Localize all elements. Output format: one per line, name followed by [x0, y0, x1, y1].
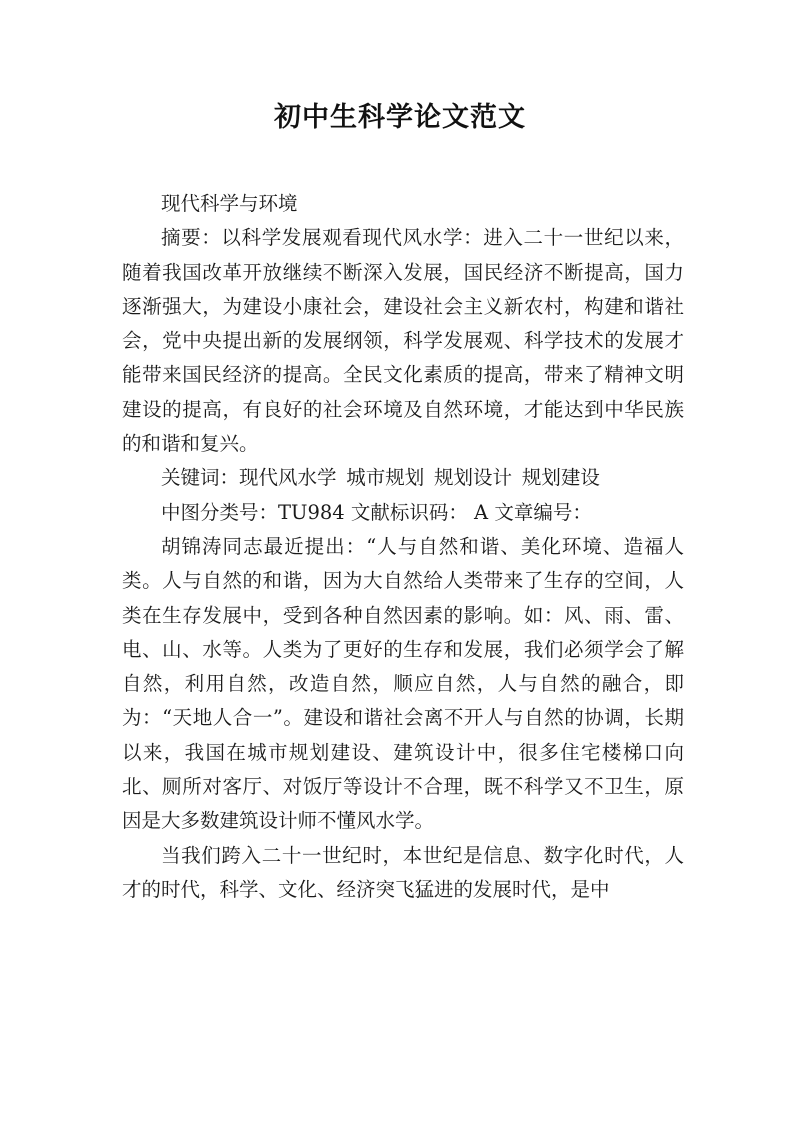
section-subtitle: 现代科学与环境 — [161, 192, 298, 215]
keywords-line — [122, 461, 684, 495]
document-body — [122, 187, 684, 907]
keyword-item: 城市规划 — [346, 466, 425, 490]
body-paragraph: 当我们跨入二十一世纪时，本世纪是信息、数字化时代，人才的时代，科学、文化、经济突飞猛进的发展时代，是中 — [122, 843, 684, 901]
keyword-item: 规划建设 — [521, 466, 600, 490]
abstract-paragraph: 摘要：以科学发展观看现代风水学：进入二十一世纪以来，随着我国改革开放继续不断深入发展，国民经济不断提高，国力逐渐强大，为建设小康社会，建设社会主义新农村，构建和谐社会，党中央提出新的发展纲领，科学发展观、科学技术的发展才能带来国民经济的提高。全民文化素质的提高，带来了精神文明建设的提高，有良好的社会环境及自然环境，才能达到中华民族的和谐和复兴。 — [122, 226, 684, 456]
keywords-label: 关键词： — [161, 466, 240, 490]
classification-line: 中图分类号：TU984 文献标识码： A 文章编号： — [161, 500, 592, 524]
document-title: 初中生科学论文范文 — [274, 102, 526, 133]
body-paragraph: 胡锦涛同志最近提出：“人与自然和谐、美化环境、造福人类。人与自然的和谐，因为大自然给人类带来了生存的空间，人类在生存发展中，受到各种自然因素的影响。如：风、雨、雷、电、山、水等。人类为了更好的生存和发展，我们必须学会了解自然，利用自然，改造自然，顺应自然，人与自然的融合，即为：“天地人合一”。建设和谐社会离不开人与自然的协调，长期以来，我国在城市规划建设、建筑设计中，很多住宅楼梯口向北、厕所对客厅、对饭厅等设计不合理，既不科学又不卫生，原因是大多数建筑设计师不懂风水学。 — [122, 534, 684, 833]
keyword-item: 现代风水学 — [239, 466, 337, 490]
keyword-item: 规划设计 — [434, 466, 513, 490]
